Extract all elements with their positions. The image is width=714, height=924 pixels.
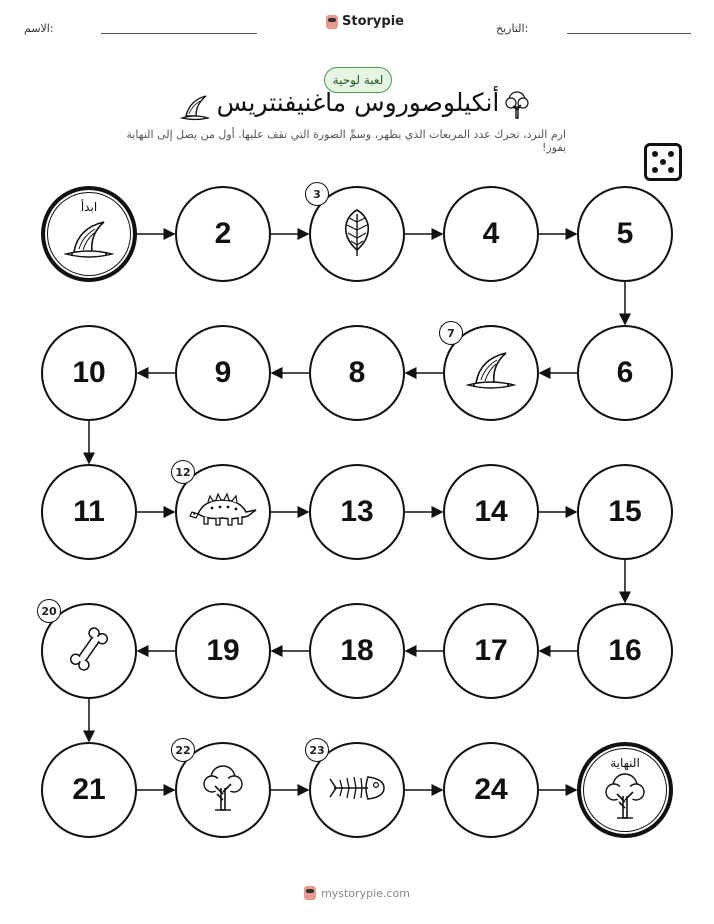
board-space-5 <box>577 186 673 282</box>
finish-space <box>577 742 673 838</box>
claw-icon <box>64 218 114 266</box>
space-number-badge: 22 <box>171 738 195 762</box>
space-number: 15 <box>608 495 642 528</box>
space-number-badge: 23 <box>305 738 329 762</box>
claw-icon <box>466 349 516 397</box>
fish-skeleton-icon <box>328 771 386 809</box>
space-number: 11 <box>73 495 105 528</box>
space-number: 2 <box>214 217 232 250</box>
tree-icon <box>201 762 245 818</box>
leaf-icon <box>337 206 377 262</box>
date-label: التاريخ: <box>496 22 529 35</box>
board-space-24 <box>443 742 539 838</box>
board-space-8 <box>309 325 405 421</box>
board-space-15 <box>577 464 673 560</box>
footer-site: mystorypie.com <box>321 886 410 900</box>
brand-name: Storypie <box>342 14 404 29</box>
space-number: 4 <box>482 217 500 250</box>
game-type-badge: لعبة لوحية <box>324 67 392 93</box>
board-space-18 <box>309 603 405 699</box>
space-number: 21 <box>72 773 106 806</box>
board-space-19 <box>175 603 271 699</box>
space-number: 9 <box>214 356 232 389</box>
space-number: 13 <box>340 495 374 528</box>
space-number-badge: 12 <box>171 460 195 484</box>
space-number: 8 <box>348 356 366 389</box>
space-number: 14 <box>474 495 508 528</box>
board-space-4 <box>443 186 539 282</box>
space-number: 24 <box>474 773 508 806</box>
space-number: 19 <box>206 634 240 667</box>
start-label: ابدأ <box>80 200 98 214</box>
instructions: ارم النرد، تحرك عدد المربعات الذي يظهر، وسمِّ الصورة التي تقف عليها. أول من يصل إلى النهاية يفوز! <box>126 128 566 154</box>
storypie-footer-icon <box>304 886 316 900</box>
board-space-16 <box>577 603 673 699</box>
page-title: أنكيلوصوروس ماغنيفنتريس <box>216 88 500 117</box>
board-space-2 <box>175 186 271 282</box>
space-number: 17 <box>474 634 508 667</box>
board-space-17 <box>443 603 539 699</box>
board-space-6 <box>577 325 673 421</box>
board-space-9 <box>175 325 271 421</box>
footer <box>0 886 714 900</box>
space-number-badge: 3 <box>305 182 329 206</box>
space-number: 6 <box>616 356 634 389</box>
board-space-14 <box>443 464 539 560</box>
tree-icon <box>603 770 647 826</box>
board-space-21 <box>41 742 137 838</box>
ankylosaurus-icon <box>188 492 258 532</box>
space-number-badge: 7 <box>439 321 463 345</box>
board-space-10 <box>41 325 137 421</box>
space-number: 10 <box>72 356 106 389</box>
name-label: الاسم: <box>24 22 54 35</box>
space-number: 5 <box>616 217 634 250</box>
board-space-13 <box>309 464 405 560</box>
space-number-badge: 20 <box>37 599 61 623</box>
bone-icon <box>69 624 109 678</box>
space-number: 18 <box>340 634 374 667</box>
start-space <box>41 186 137 282</box>
board-space-11 <box>41 464 137 560</box>
space-number: 16 <box>608 634 642 667</box>
finish-label: النهاية <box>610 756 640 770</box>
